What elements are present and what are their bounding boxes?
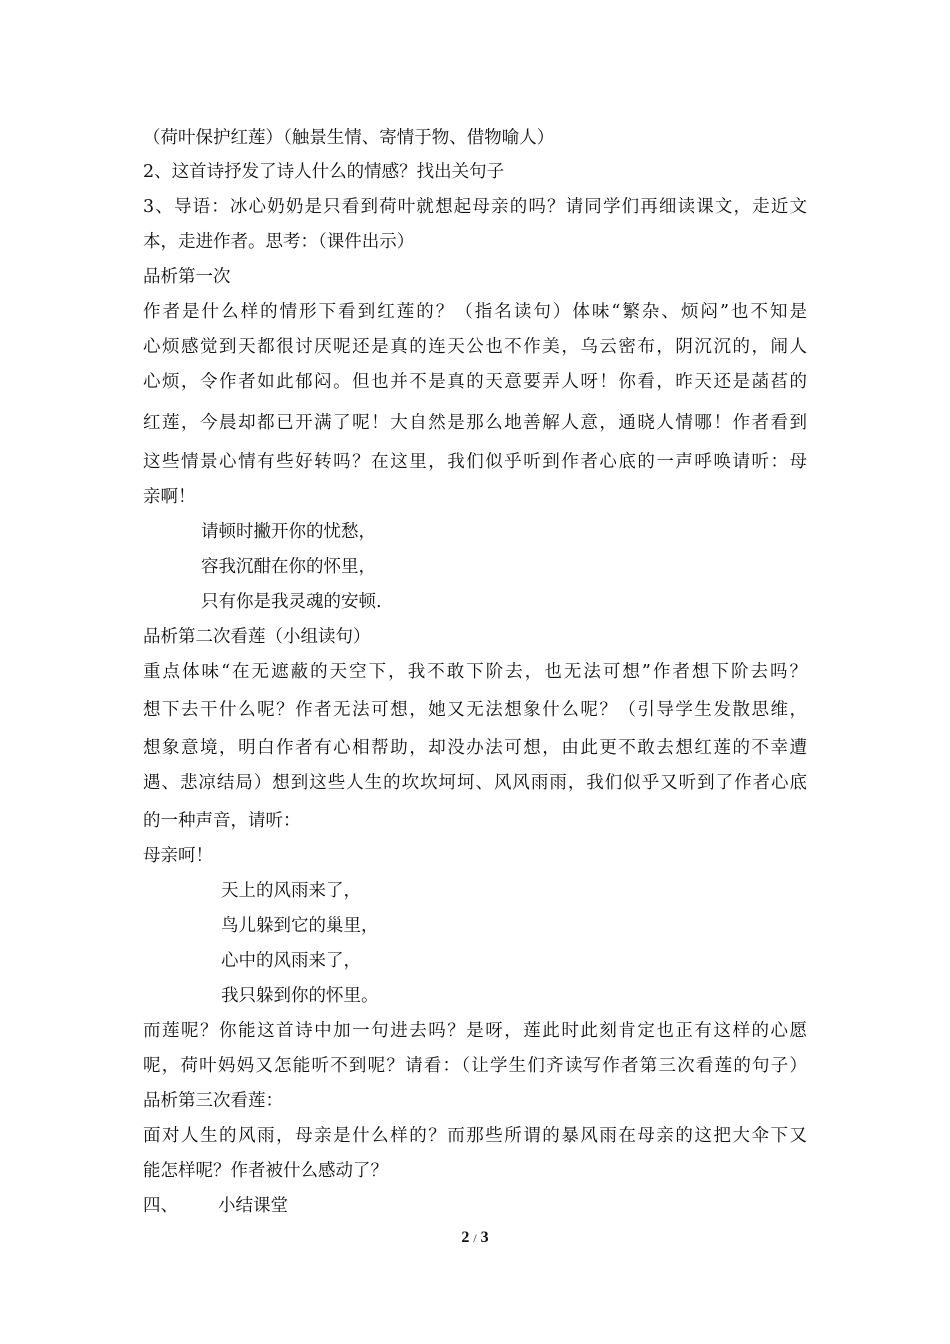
text-line: 心烦，令作者如此郁闷。但也并不是真的天意要弄人呀！你看，昨天还是菡萏的 <box>143 372 807 392</box>
subheading: 品析第二次看莲（小组读句） <box>143 627 371 647</box>
text-line: 呢，荷叶妈妈又怎能听不到呢？请看：（让学生们齐读写作者第三次看莲的句子） <box>143 1056 807 1076</box>
text-line: 重点体味“在无遮蔽的天空下，我不敢下阶去，也无法可想”作者想下阶去吗？ <box>143 662 807 682</box>
poem-line: 容我沉酣在你的怀里， <box>201 557 376 577</box>
text-line: 能怎样呢？作者被什么感动了？ <box>143 1161 388 1181</box>
poem-line: 请顿时撇开你的忧愁， <box>201 522 376 542</box>
subheading: 品析第三次看莲： <box>143 1091 283 1111</box>
text-line: 红莲，今晨却都已开满了呢！大自然是那么地善解人意，通晓人情哪！作者看到 <box>143 413 807 433</box>
text-line: 作者是什么样的情形下看到红莲的？（指名读句）体味“繁杂、烦闷”也不知是 <box>143 302 807 322</box>
text-line: 的一种声音，请听： <box>143 811 301 831</box>
text-line: 遇、悲凉结局）想到这些人生的坎坎坷坷、风风雨雨，我们似乎又听到了作者心底 <box>143 773 807 793</box>
poem-line: 天上的风雨来了， <box>221 881 361 901</box>
text-line: 这些情景心情有些好转吗？在这里，我们似乎听到作者心底的一声呼唤请听：母 <box>143 452 807 472</box>
text-line: 亲啊！ <box>143 487 196 507</box>
subheading: 品析第一次 <box>143 267 231 287</box>
text-line: 面对人生的风雨，母亲是什么样的？而那些所谓的暴风雨在母亲的这把大伞下又 <box>143 1126 807 1146</box>
text-line: （荷叶保护红莲）（触景生情、寄情于物、借物喻人） <box>143 128 555 148</box>
text-line: 3、导语：冰心奶奶是只看到荷叶就想起母亲的吗？请同学们再细读课文，走近文 <box>143 197 807 217</box>
page-indicator <box>0 1229 950 1247</box>
text-line: 2、这首诗抒发了诗人什么的情感？找出关句子 <box>143 162 505 182</box>
poem-line: 鸟儿躲到它的巢里， <box>221 916 379 936</box>
poem-line: 只有你是我灵魂的安顿. <box>201 592 382 612</box>
text-line: 心烦感觉到天都很讨厌呢还是真的连天公也不作美，乌云密布，阴沉沉的，闹人 <box>143 337 807 357</box>
poem-line: 我只躲到你的怀里。 <box>221 986 379 1006</box>
section-title: 小结课堂 <box>218 1196 288 1216</box>
text-line: 而莲呢？你能这首诗中加一句进去吗？是呀，莲此时此刻肯定也正有这样的心愿 <box>143 1021 807 1041</box>
text-line: 想象意境，明白作者有心相帮助，却没办法可想，由此更不敢去想红莲的不幸遭 <box>143 738 807 758</box>
text-line: 母亲呵！ <box>143 846 213 866</box>
poem-line: 心中的风雨来了， <box>221 951 361 971</box>
section-heading <box>143 1195 288 1217</box>
text-line: 想下去干什么呢？作者无法可想，她又无法想象什么呢？（引导学生发散思维， <box>143 700 807 720</box>
section-number: 四、 <box>143 1196 178 1216</box>
page-total: 3 <box>480 1229 489 1246</box>
text-line: 本，走进作者。思考：（课件出示） <box>143 232 415 252</box>
page-current: 2 <box>461 1229 470 1246</box>
page-separator: / <box>473 1231 477 1245</box>
